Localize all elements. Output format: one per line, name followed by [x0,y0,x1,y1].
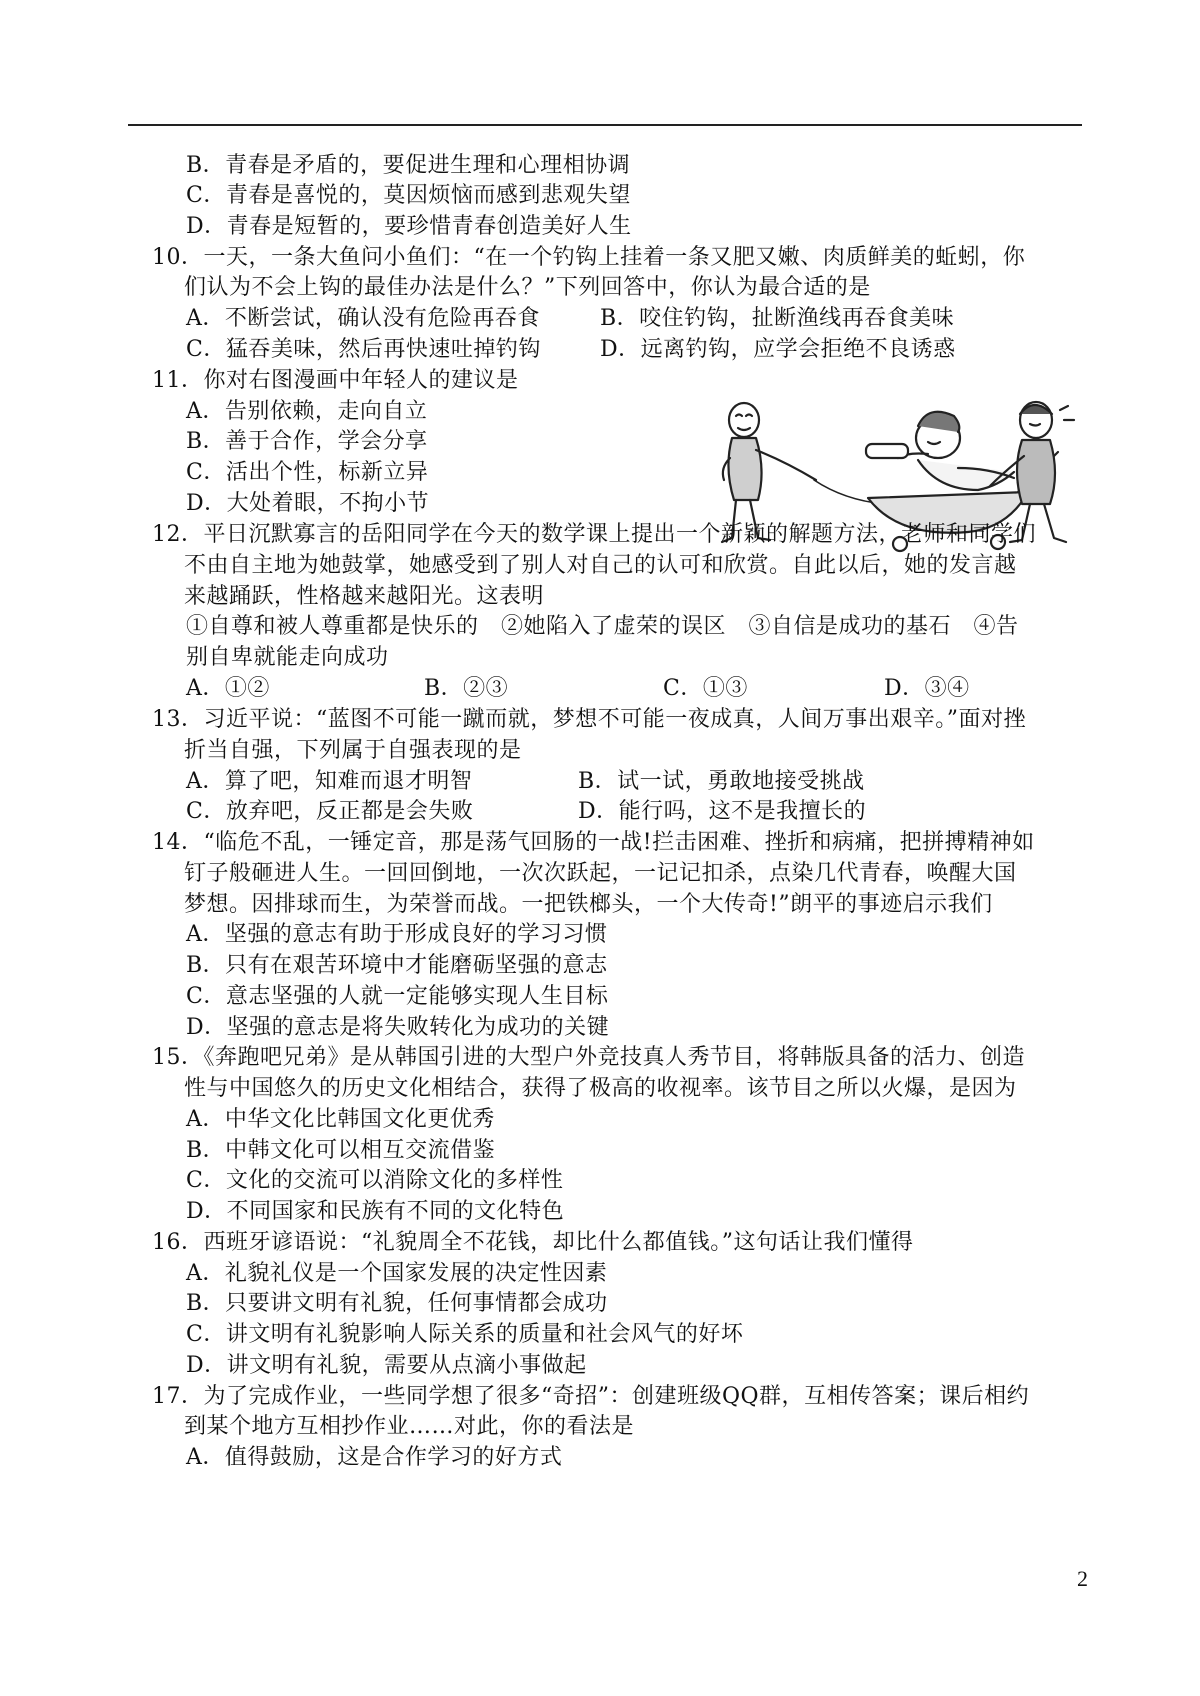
q11-option-a: A．告别依赖，走向自立 [186,399,428,424]
page-number: 2 [1077,1566,1088,1591]
q13-option-c: C．放弃吧，反正都是会失败 [186,799,474,824]
q13-stem-line2: 折当自强，下列属于自强表现的是 [184,738,522,763]
q15-option-a: A．中华文化比韩国文化更优秀 [186,1107,495,1132]
q13-option-a: A．算了吧，知难而退才明智 [186,769,473,794]
q12-stem-line2: 不由自主地为她鼓掌，她感受到了别人对自己的认可和欣赏。自此以后，她的发言越 [184,553,1017,578]
q13-option-b: B．试一试，勇敢地接受挑战 [578,769,865,794]
q12-option-d: D．③④ [884,676,970,701]
q17-option-a: A．值得鼓励，这是合作学习的好方式 [186,1445,563,1470]
q17-stem-line1: 17．为了完成作业，一些同学想了很多“奇招”：创建班级QQ群，互相传答案；课后相约 [152,1384,1030,1409]
q11-option-b: B．善于合作，学会分享 [186,429,428,454]
q14-option-c: C．意志坚强的人就一定能够实现人生目标 [186,984,609,1009]
header-rule [128,124,1082,126]
q15-option-b: B．中韩文化可以相互交流借鉴 [186,1138,496,1163]
q9-option-d: D．青春是短暂的，要珍惜青春创造美好人生 [186,214,632,239]
q13-stem-line1: 13．习近平说：“蓝图不可能一蹴而就，梦想不可能一夜成真，人间万事出艰辛。”面对挫 [152,707,1026,732]
q15-option-c: C．文化的交流可以消除文化的多样性 [186,1168,564,1193]
q16-option-c: C．讲文明有礼貌影响人际关系的质量和社会风气的好坏 [186,1322,744,1347]
q15-stem-line1: 15．《奔跑吧兄弟》是从韩国引进的大型户外竞技真人秀节目，将韩版具备的活力、创造 [152,1045,1025,1070]
q16-option-d: D．讲文明有礼貌，需要从点滴小事做起 [186,1353,587,1378]
q15-option-d: D．不同国家和民族有不同的文化特色 [186,1199,565,1224]
q16-option-b: B．只要讲文明有礼貌，任何事情都会成功 [186,1291,608,1316]
q10-stem-line1: 10．一天，一条大鱼问小鱼们：“在一个钓钩上挂着一条又肥又嫩、肉质鲜美的蚯蚓，你 [152,245,1026,270]
q16-stem: 16．西班牙谚语说：“礼貌周全不花钱，却比什么都值钱。”这句话让我们懂得 [152,1230,914,1255]
q11-option-d: D．大处着眼，不拘小节 [186,491,430,516]
q14-option-d: D．坚强的意志是将失败转化为成功的关键 [186,1015,610,1040]
q12-stem-line1: 12．平日沉默寡言的岳阳同学在今天的数学课上提出一个新颖的解题方法，老师和同学们 [152,522,1036,547]
q16-option-a: A．礼貌礼仪是一个国家发展的决定性因素 [186,1261,608,1286]
q9-option-b: B．青春是矛盾的，要促进生理和心理相协调 [186,153,631,178]
q14-stem-line1: 14．“临危不乱，一锤定音，那是荡气回肠的一战!拦击困难、挫折和病痛，把拼搏精神如 [152,830,1035,855]
q10-option-c: C．猛吞美味，然后再快速吐掉钓钩 [186,337,541,362]
q14-stem-line3: 梦想。因排球而生，为荣誉而战。一把铁榔头，一个大传奇!”朗平的事迹启示我们 [184,892,993,917]
q17-stem-line2: 到某个地方互相抄作业……对此，你的看法是 [184,1414,635,1439]
q12-option-c: C．①③ [663,676,748,701]
q12-option-b: B．②③ [424,676,509,701]
q12-option-a: A．①② [186,676,270,701]
q13-option-d: D．能行吗，这不是我擅长的 [578,799,867,824]
q11-option-c: C．活出个性，标新立异 [186,460,429,485]
q15-stem-line2: 性与中国悠久的历史文化相结合，获得了极高的收视率。该节目之所以火爆，是因为 [184,1076,1017,1101]
q10-option-d: D．远离钓钩，应学会拒绝不良诱惑 [600,337,956,362]
q9-option-c: C．青春是喜悦的，莫因烦恼而感到悲观失望 [186,183,631,208]
q14-option-b: B．只有在艰苦环境中才能磨砺坚强的意志 [186,953,608,978]
q14-option-a: A．坚强的意志有助于形成良好的学习习惯 [186,922,608,947]
q12-items-line2: 别自卑就能走向成功 [186,645,389,670]
q10-option-a: A．不断尝试，确认没有危险再吞食 [186,306,540,331]
q11-stem: 11．你对右图漫画中年轻人的建议是 [152,368,519,393]
q14-stem-line2: 钉子般砸进人生。一回回倒地，一次次跃起，一记记扣杀，点染几代青春，唤醒大国 [184,861,1017,886]
q12-items-line1: ①自尊和被人尊重都是快乐的 ②她陷入了虚荣的误区 ③自信是成功的基石 ④告 [186,614,1019,639]
q10-option-b: B．咬住钓钩，扯断渔线再吞食美味 [600,306,955,331]
q10-stem-line2: 们认为不会上钩的最佳办法是什么？”下列回答中，你认为最合适的是 [184,275,871,300]
q12-stem-line3: 来越踊跃，性格越来越阳光。这表明 [184,584,545,609]
